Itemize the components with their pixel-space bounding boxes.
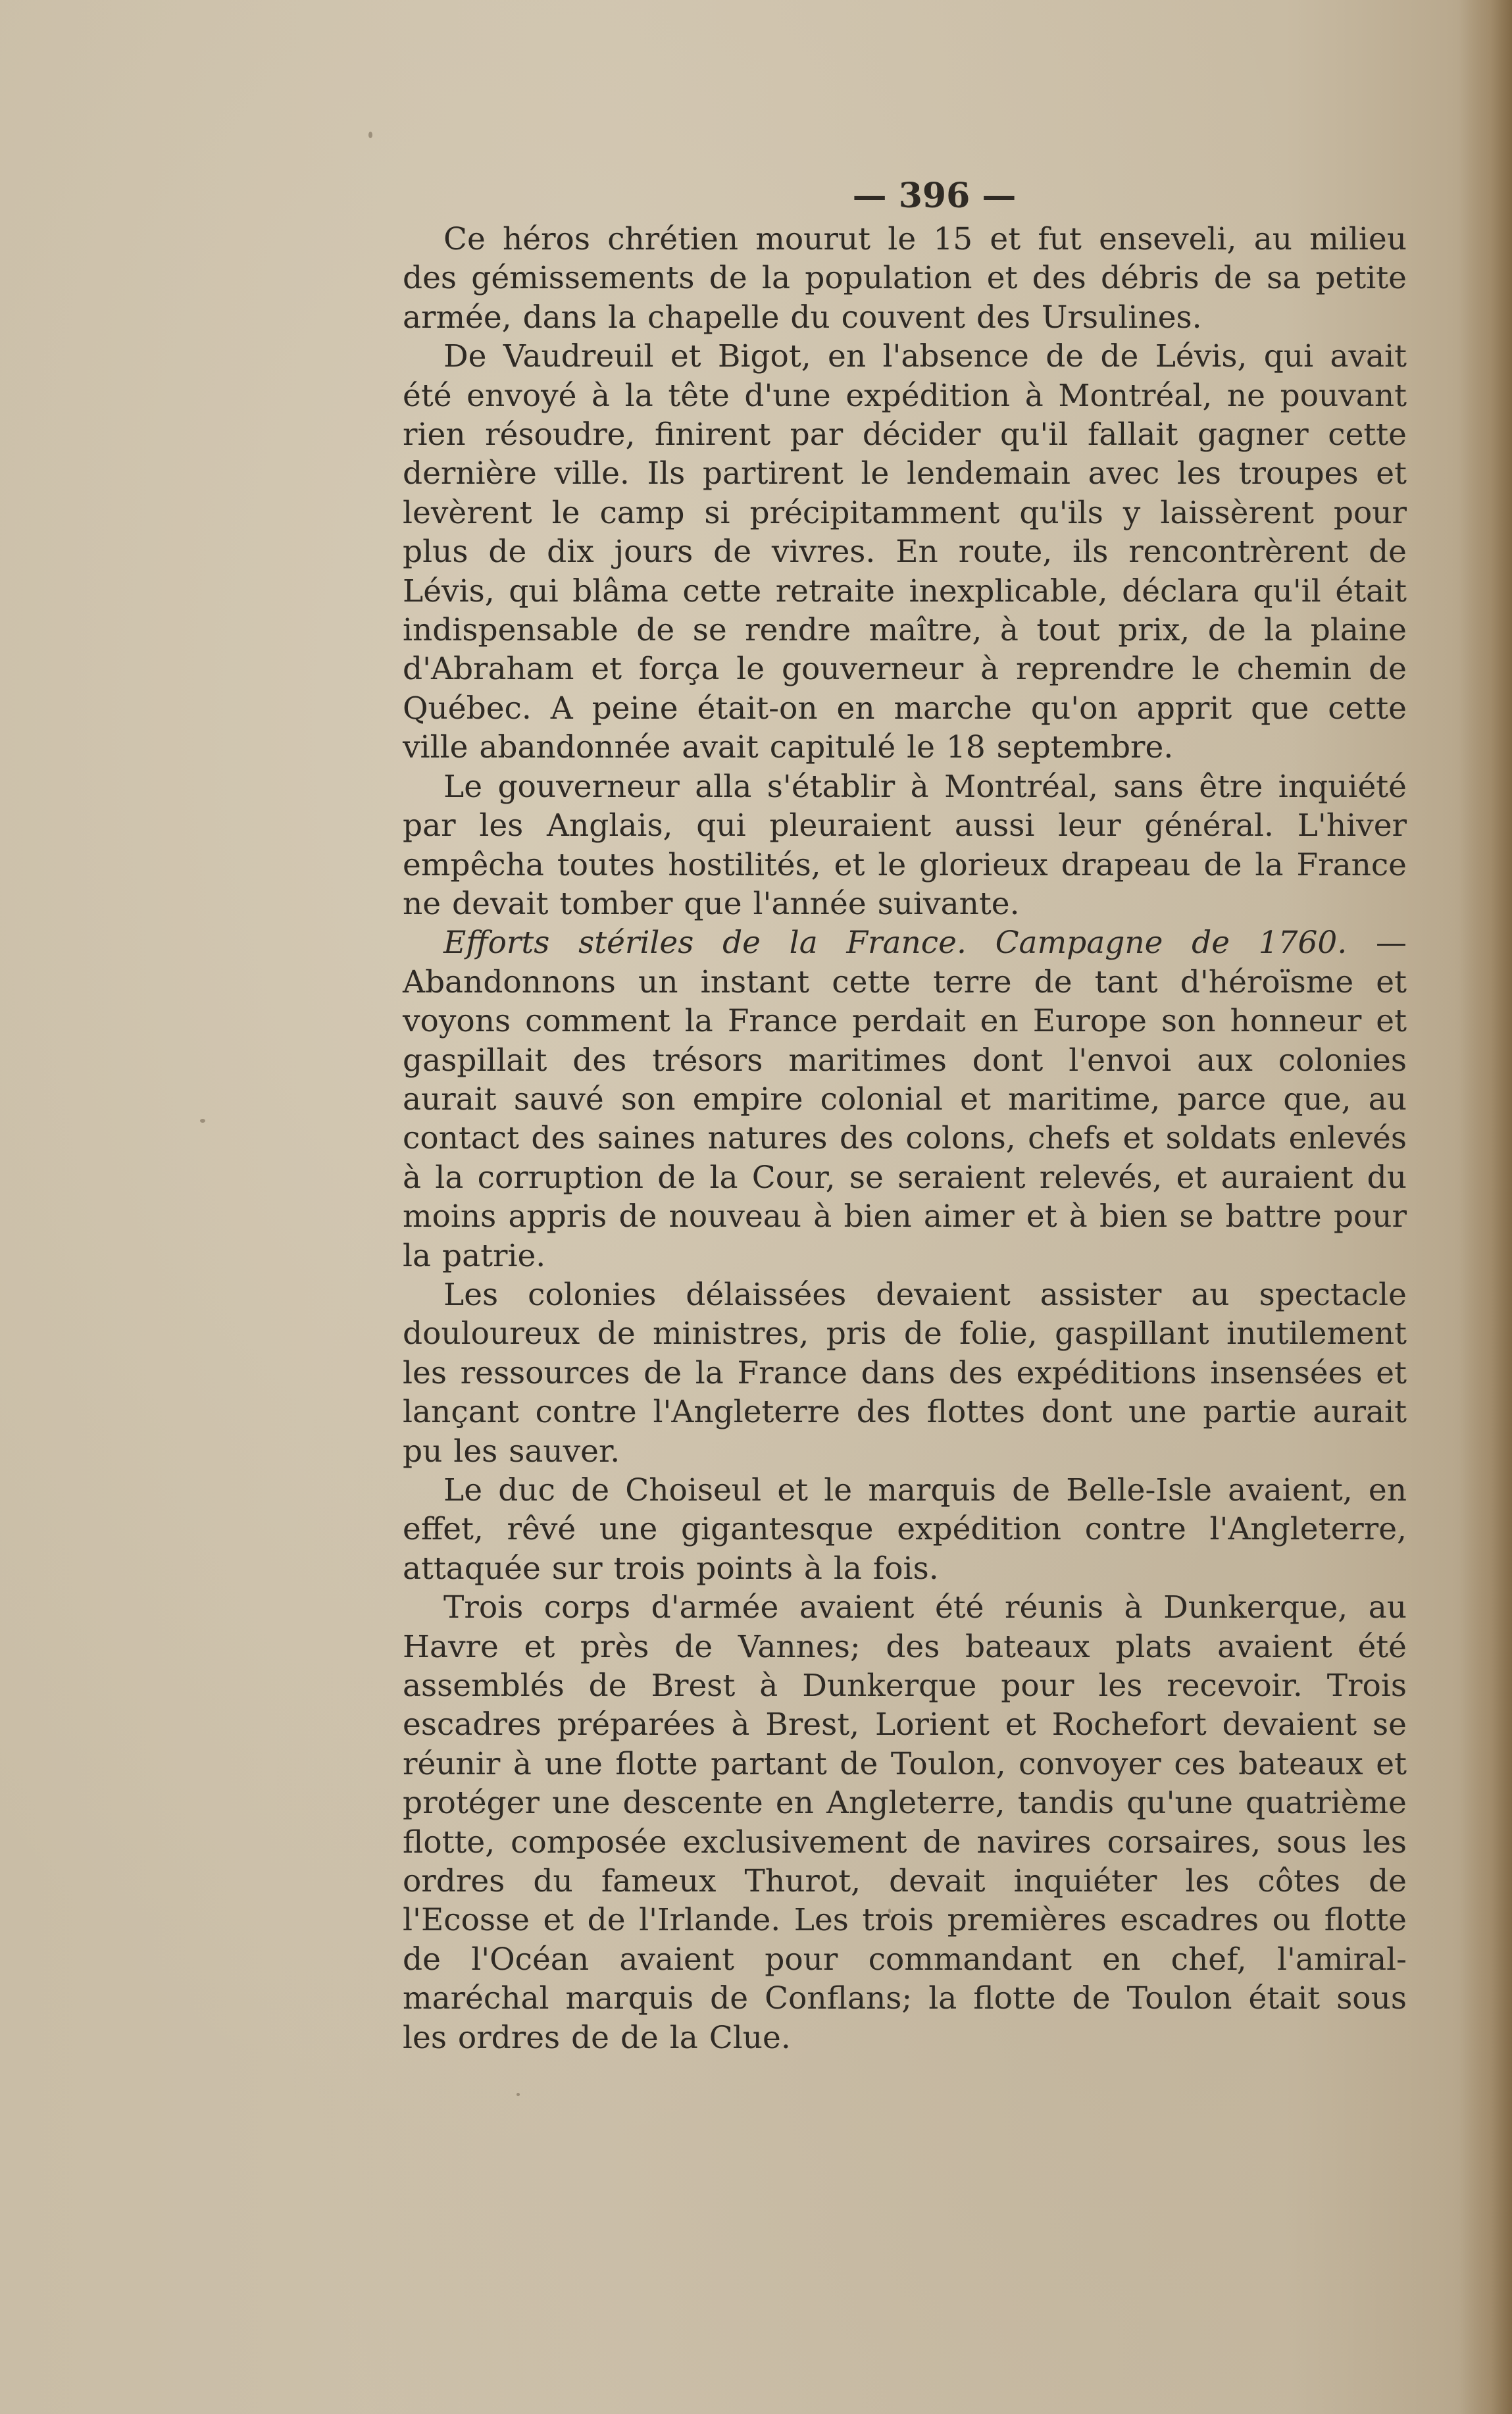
page-text: [403, 172, 1407, 2057]
section-heading: Efforts stériles de la France. Campagne de 1760.: [443, 925, 1348, 962]
paragraph: [403, 1275, 1407, 1471]
paragraph: [403, 220, 1407, 337]
paragraph-text: Ce héros chrétien mourut le 15 et fut enseveli, au milieu des gémissements de la population et des débris de sa petite armée, dans la chapelle du couvent des Ursulines.: [403, 221, 1407, 336]
paragraph: [403, 337, 1407, 767]
paragraph: [403, 767, 1407, 924]
paper-speck: [517, 2093, 520, 2096]
page-number: — 396 —: [852, 176, 1017, 216]
paragraph-text: De Vaudreuil et Bigot, en l'absence de de Lévis, qui avait été envoyé à la tête d'une expédition à Montréal, ne pouvant rien résoudre, finirent par décider qu'il fallait gagner cette dernière ville. Ils partirent le lendemain avec les troupes et levèrent le camp si précipitamment qu'ils y laissèrent pour plus de dix jours de vivres. En route, ils rencontrèrent de Lévis, qui blâma cette retraite inexplicable, déclara qu'il était indispensable de se rendre maître, à tout prix, de la plaine d'Abraham et força le gouverneur à reprendre le chemin de Québec. A peine était-on en marche qu'on apprit que cette ville abandonnée avait capitulé le 18 septembre.: [403, 338, 1407, 766]
paragraph: [403, 1588, 1407, 2057]
paragraph-with-section-heading: [403, 923, 1407, 1275]
paper-speck: [368, 132, 372, 138]
paragraph-text: Les colonies délaissées devaient assister au spectacle douloureux de ministres, pris de folie, gaspillant inutilement les ressources de la France dans des expéditions insensées et lançant contre l'Angleterre des flottes dont une partie aurait pu les sauver.: [403, 1276, 1407, 1470]
page-edge-shadow: [1459, 0, 1512, 2414]
paragraph-text: Trois corps d'armée avaient été réunis à Dunkerque, au Havre et près de Vannes; des bateaux plats avaient été assemblés de Brest à Dunkerque pour les recevoir. Trois escadres préparées à Brest, Lorient et Rochefort devaient se réunir à une flotte partant de Toulon, convoyer ces bateaux et protéger une descente en Angleterre, tandis qu'une quatrième flotte, composée exclusivement de navires corsaires, sous les ordres du fameux Thurot, devait inquiéter les côtes de l'Ecosse et de l'Irlande. Les trois premières escadres ou flotte de l'Océan avaient pour commandant en chef, l'amiral-maréchal marquis de Conflans; la flotte de Toulon était sous les ordres de de la Clue.: [403, 1589, 1407, 2056]
paragraph-text: Le gouverneur alla s'établir à Montréal, sans être inquiété par les Anglais, qui pleuraient aussi leur général. L'hiver empêcha toutes hostilités, et le glorieux drapeau de la France ne devait tomber que l'année suivante.: [403, 768, 1407, 922]
paper-speck: [200, 1119, 205, 1123]
paragraph-text: Le duc de Choiseul et le marquis de Belle-Isle avaient, en effet, rêvé une gigantesque expédition contre l'Angleterre, attaquée sur trois points à la fois.: [403, 1472, 1407, 1587]
paragraph-text: — Abandonnons un instant cette terre de tant d'héroïsme et voyons comment la France perdait en Europe son honneur et gaspillait des trésors maritimes dont l'envoi aux colonies aurait sauvé son empire colonial et maritime, parce que, au contact des saines natures des colons, chefs et soldats enlevés à la corruption de la Cour, se seraient relevés, et auraient du moins appris de nouveau à bien aimer et à bien se battre pour la patrie.: [403, 925, 1407, 1274]
paragraph: [403, 1471, 1407, 1588]
